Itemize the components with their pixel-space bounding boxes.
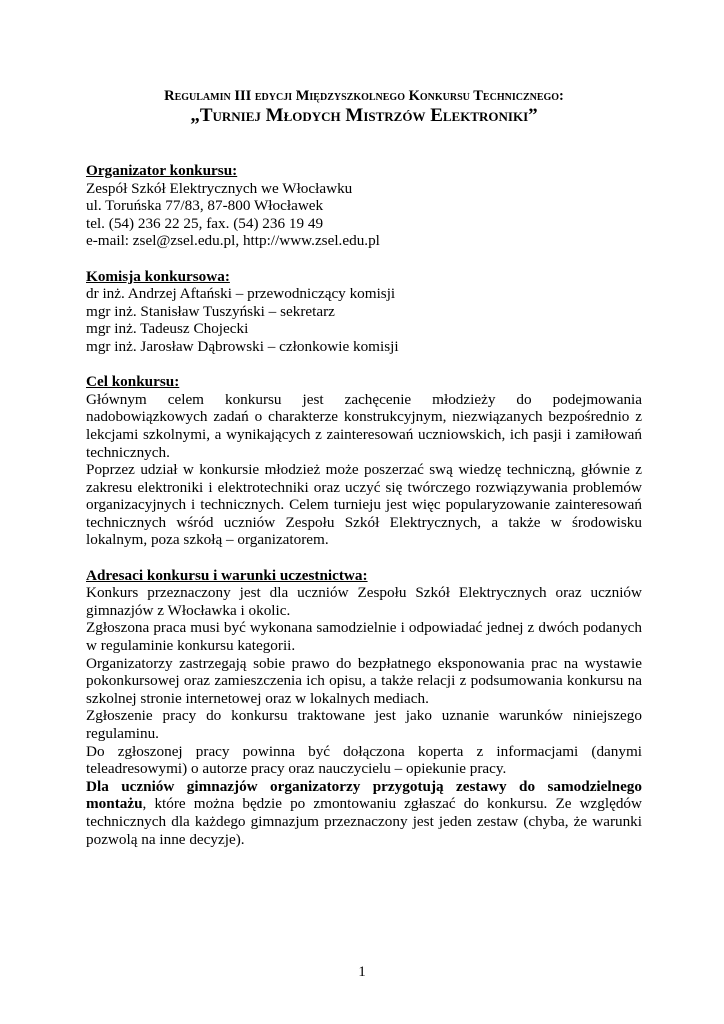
page-number: 1: [358, 964, 366, 980]
participants-paragraph: Konkurs przeznaczony jest dla uczniów Zespołu Szkół Elektrycznych oraz uczniów gimnazjów z Włocławka i okolic.: [86, 584, 642, 619]
committee-section: [86, 268, 642, 356]
document-title-line2: „Turniej Młodych Mistrzów Elektroniki”: [190, 105, 538, 126]
committee-member: mgr inż. Jarosław Dąbrowski – członkowie komisji: [86, 337, 399, 355]
goal-paragraph: Głównym celem konkursu jest zachęcenie młodzieży do podejmowania nadobowiązkowych zadań o charakterze konstrukcyjnym, niezwiązanych bezpośrednio z lekcjami szkolnymi, a wynikających z zainteresowań uczniowskich, ich pasji i zamiłowań technicznych.: [86, 390, 642, 461]
gymnasium-bold-text: Dla uczniów gimnazjów organizatorzy przygotują zestawy do samodzielnego montażu: [86, 777, 642, 813]
organizer-section: [86, 162, 642, 250]
goal-heading: Cel konkursu:: [86, 373, 180, 391]
participants-heading: Adresaci konkursu i warunki uczestnictwa:: [86, 566, 368, 584]
participants-gymnasium-paragraph: [86, 778, 642, 848]
participants-paragraph: Zgłoszenie pracy do konkursu traktowane jest jako uznanie warunków niniejszego regulaminu.: [86, 707, 642, 742]
organizer-line: e-mail: zsel@zsel.edu.pl, http://www.zsel.edu.pl: [86, 232, 380, 250]
goal-paragraph: Poprzez udział w konkursie młodzież może poszerzać swą wiedzę techniczną, głównie z zakresu elektroniki i elektrotechniki oraz uczyć się twórczego rozwiązywania problemów organizacyjnych i technicznych. Celem turnieju jest więc popularyzowanie zainteresowań technicznych wśród uczniów Zespołu Szkół Elektrycznych, a także w środowisku lokalnym, poza szkołą – organizatorem.: [86, 461, 642, 549]
committee-member: dr inż. Andrzej Aftański – przewodniczący komisji: [86, 285, 396, 303]
participants-paragraph: Do zgłoszonej pracy powinna być dołączona koperta z informacjami (danymi teleadresowymi) o autorze pracy oraz nauczycielu – opiekunie pracy.: [86, 742, 642, 778]
gymnasium-rest-text: , które można będzie po zmontowaniu zgłaszać do konkursu. Ze względów technicznych dla każdego gimnazjum przeznaczony jest jeden zestaw (chyba, że warunki pozwolą na inne decyzje).: [86, 795, 642, 848]
committee-member: mgr inż. Stanisław Tuszyński – sekretarz: [86, 302, 335, 320]
goal-section: [86, 373, 642, 549]
participants-paragraph: Zgłoszona praca musi być wykonana samodzielnie i odpowiadać jednej z dwóch podanych w regulaminie konkursu kategorii.: [86, 619, 642, 655]
committee-member: mgr inż. Tadeusz Chojecki: [86, 320, 249, 338]
organizer-heading: Organizator konkursu:: [86, 162, 238, 179]
document-body: [86, 162, 642, 866]
participants-paragraph: Organizatorzy zastrzegają sobie prawo do bezpłatnego eksponowania prac na wystawie pokonkursowej oraz zamieszczenia ich opisu, a także relacji z podsumowania konkursu na szkolnej stronie internetowej oraz w lokalnych mediach.: [86, 654, 642, 707]
participants-section: [86, 567, 642, 849]
committee-heading: Komisja konkursowa:: [86, 267, 230, 285]
organizer-line: Zespół Szkół Elektrycznych we Włocławku: [86, 179, 353, 197]
organizer-line: tel. (54) 236 22 25, fax. (54) 236 19 49: [86, 214, 324, 232]
organizer-line: ul. Toruńska 77/83, 87-800 Włocławek: [86, 197, 324, 215]
document-title-line1: Regulamin III edycji Międzyszkolnego Konkursu Technicznego:: [164, 88, 564, 104]
